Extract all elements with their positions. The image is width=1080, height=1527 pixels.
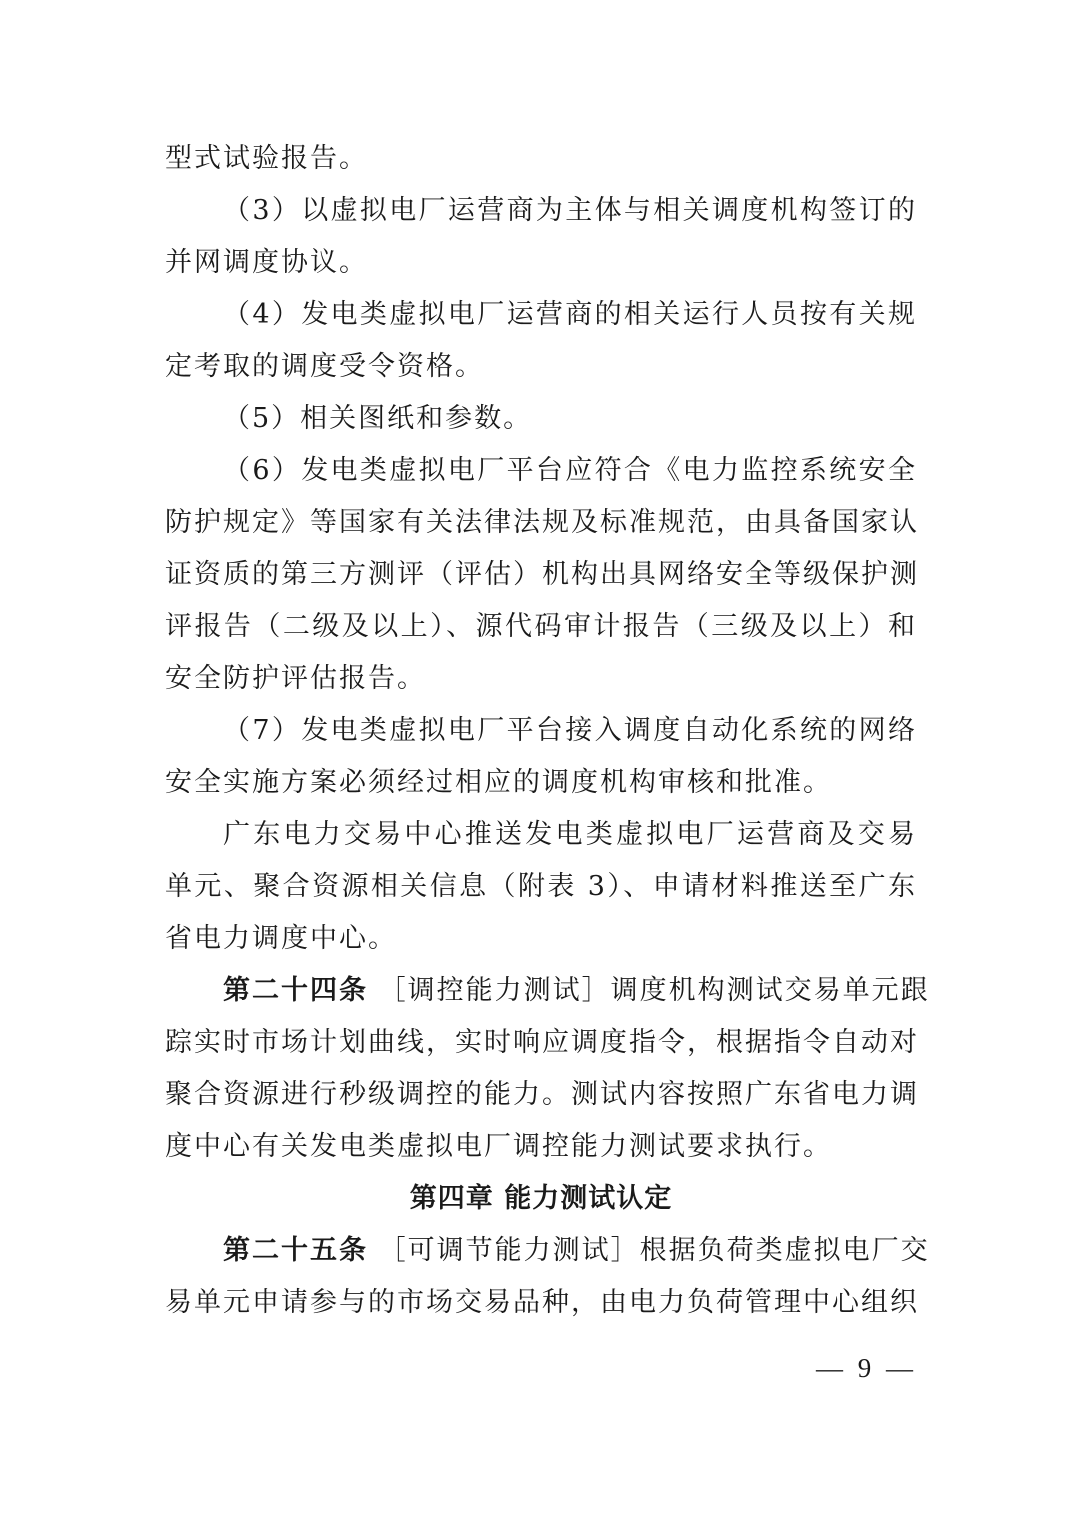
text-line: 型式试验报告。 (165, 143, 368, 174)
article-24-line (165, 965, 930, 1017)
text-line: 省电力调度中心。 (165, 923, 397, 954)
text-line: 度中心有关发电类虚拟电厂调控能力测试要求执行。 (165, 1131, 832, 1162)
text-line: 广东电力交易中心推送发电类虚拟电厂运营商及交易 (223, 819, 917, 850)
text-line: 定考取的调度受令资格。 (165, 351, 484, 382)
article-title: ［调控能力测试］调度机构测试交易单元跟 (378, 975, 930, 1006)
text-line: （5）相关图纸和参数。 (223, 403, 533, 434)
page-number: — 9 — (816, 1353, 917, 1383)
text-line: 评报告（二级及以上）、源代码审计报告（三级及以上）和 (165, 611, 917, 642)
text-line: （6）发电类虚拟电厂平台应符合《电力监控系统安全 (223, 455, 917, 486)
text-line: 并网调度协议。 (165, 247, 368, 278)
text-line: 踪实时市场计划曲线，实时响应调度指令，根据指令自动对 (165, 1027, 919, 1058)
text-line: 聚合资源进行秒级调控的能力。测试内容按照广东省电力调 (165, 1079, 919, 1110)
text-line: 单元、聚合资源相关信息（附表 3）、申请材料推送至广东 (165, 871, 917, 902)
article-25-line (165, 1225, 930, 1277)
text-line: （3）以虚拟电厂运营商为主体与相关调度机构签订的 (223, 195, 917, 226)
text-line: 易单元申请参与的市场交易品种，由电力负荷管理中心组织 (165, 1287, 919, 1318)
article-number: 第二十四条 (223, 975, 368, 1006)
text-line: 安全防护评估报告。 (165, 663, 426, 694)
text-line: 防护规定》等国家有关法律法规及标准规范，由具备国家认 (165, 507, 919, 538)
text-line: 证资质的第三方测评（评估）机构出具网络安全等级保护测 (165, 559, 919, 590)
document-page (165, 133, 930, 1329)
article-title: ［可调节能力测试］根据负荷类虚拟电厂交 (378, 1235, 930, 1266)
text-line: （4）发电类虚拟电厂运营商的相关运行人员按有关规 (223, 299, 917, 330)
text-line: 安全实施方案必须经过相应的调度机构审核和批准。 (165, 767, 832, 798)
article-number: 第二十五条 (223, 1235, 368, 1266)
text-line: （7）发电类虚拟电厂平台接入调度自动化系统的网络 (223, 715, 917, 746)
chapter-heading: 第四章 能力测试认定 (409, 1183, 673, 1214)
